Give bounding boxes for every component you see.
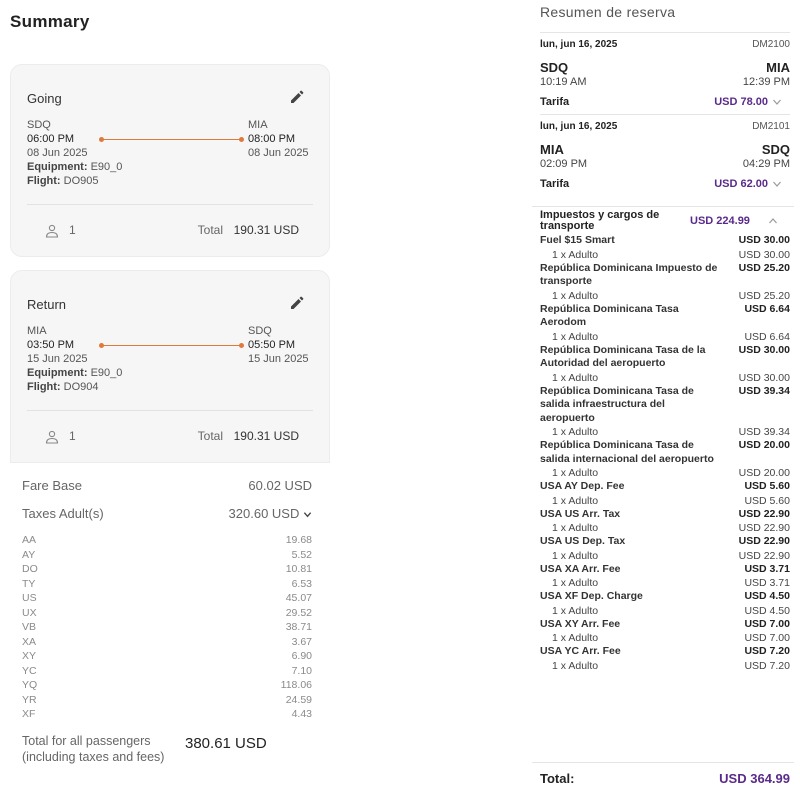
tax-row: TY 6.53 [22, 577, 312, 590]
route-dot [99, 343, 104, 348]
tax-item: USA US Dep. Tax USD 22.90 1 x Adulto USD 22.90 [540, 535, 790, 562]
return-title: Return [27, 297, 67, 312]
going-footer [27, 223, 313, 241]
departure-time: 02:09 PM [540, 158, 588, 170]
arrival-date: 15 Jun 2025 [248, 353, 309, 365]
grand-total-label: Total for all passengers (including taxes and fees) [22, 734, 165, 764]
tax-row: US 45.07 [22, 592, 312, 604]
summary-panel [0, 0, 340, 790]
fare-base-row [22, 478, 312, 506]
tax-row: XA 3.67 [22, 635, 312, 648]
flight-number: Flight: DO905 [27, 175, 99, 187]
fare-breakdown [22, 478, 312, 534]
total-label: Total: [540, 771, 575, 786]
fare-value: USD 78.00 [714, 96, 768, 108]
tax-item: USA AY Dep. Fee USD 5.60 1 x Adulto USD 5.60 [540, 480, 790, 507]
fare-base-label: Fare Base [22, 478, 82, 493]
tax-row: YR 24.59 [22, 693, 312, 706]
return-footer [27, 429, 313, 447]
going-title: Going [27, 91, 62, 106]
pencil-icon[interactable] [289, 89, 305, 105]
tax-item: República Dominicana Impuesto de transporte USD 25.20 1 x Adulto USD 25.20 [540, 261, 790, 302]
divider [27, 204, 313, 205]
origin-code: MIA [540, 142, 564, 157]
person-icon [45, 224, 59, 238]
departure-date: 08 Jun 2025 [27, 147, 88, 159]
arrival-time: 08:00 PM [248, 133, 296, 145]
segment-date: lun, jun 16, 2025 [540, 39, 618, 50]
destination-code: MIA [766, 60, 790, 75]
fare-label: Tarifa [540, 178, 570, 190]
tax-item: Fuel $15 Smart USD 30.00 1 x Adulto USD 30.00 [540, 234, 790, 261]
fare-toggle[interactable] [540, 178, 790, 198]
segment-flight-code: DM2101 [752, 121, 790, 132]
fare-label: Tarifa [540, 96, 570, 108]
fare-base-value: 60.02 USD [248, 478, 312, 493]
taxes-label: Taxes Adult(s) [22, 506, 104, 521]
tax-item: República Dominicana Tasa de la Autoridad del aeropuerto USD 30.00 1 x Adulto USD 30.00 [540, 343, 790, 384]
destination-code: SDQ [761, 142, 790, 157]
chevron-down-icon[interactable] [772, 179, 782, 189]
segment-date: lun, jun 16, 2025 [540, 121, 618, 132]
taxes-value: 320.60 USD [228, 506, 300, 521]
summary-title: Summary [10, 12, 90, 31]
total-label: Total [197, 429, 223, 443]
arrival-time: 12:39 PM [742, 76, 790, 88]
tax-item: USA US Arr. Tax USD 22.90 1 x Adulto USD 22.90 [540, 507, 790, 534]
arrival-time: 04:29 PM [742, 158, 790, 170]
tax-row: AY 5.52 [22, 548, 312, 561]
tax-item: República Dominicana Tasa Aerodom USD 6.64 1 x Adulto USD 6.64 [540, 302, 790, 343]
tax-row: VB 38.71 [22, 621, 312, 633]
arrival-time: 05:50 PM [248, 339, 296, 351]
route-line [101, 345, 241, 346]
equipment: Equipment: E90_0 [27, 367, 123, 379]
tax-row: XY 6.90 [22, 650, 312, 662]
route-dot [239, 137, 244, 142]
departure-date: 15 Jun 2025 [27, 353, 88, 365]
segment-flight-code: DM2100 [752, 39, 790, 50]
fare-toggle[interactable] [540, 96, 790, 116]
route-dot [99, 137, 104, 142]
origin-code: MIA [27, 325, 47, 337]
return-card [10, 270, 330, 463]
chevron-down-icon[interactable] [303, 510, 312, 519]
tax-row: YC 7.10 [22, 664, 312, 677]
tax-row: UX 29.52 [22, 606, 312, 619]
going-card [10, 64, 330, 257]
departure-time: 10:19 AM [540, 76, 587, 88]
tax-item: USA XF Dep. Charge USD 4.50 1 x Adulto USD 4.50 [540, 590, 790, 617]
taxes-toggle[interactable] [540, 210, 790, 234]
reservation-title: Resumen de reserva [540, 4, 676, 20]
taxes-label: Impuestos y cargos de transporte [540, 209, 660, 232]
segment-2 [540, 114, 790, 198]
chevron-down-icon[interactable] [772, 97, 782, 107]
tax-row: DO 10.81 [22, 563, 312, 575]
tax-row: YQ 118.06 [22, 679, 312, 691]
departure-time: 03:50 PM [27, 339, 75, 351]
tax-row: AA 19.68 [22, 534, 312, 546]
departure-time: 06:00 PM [27, 133, 75, 145]
arrival-date: 08 Jun 2025 [248, 147, 309, 159]
tax-item: USA YC Arr. Fee USD 7.20 1 x Adulto USD 7.20 [540, 645, 790, 672]
reservation-summary [532, 0, 794, 790]
taxes-total: USD 224.99 [690, 215, 750, 227]
person-icon [45, 430, 59, 444]
route-dot [239, 343, 244, 348]
grand-total-value: 380.61 USD [185, 735, 267, 752]
passenger-count: 1 [69, 223, 76, 237]
tax-item: USA XY Arr. Fee USD 7.00 1 x Adulto USD 7.00 [540, 617, 790, 644]
equipment: Equipment: E90_0 [27, 161, 123, 173]
divider [27, 410, 313, 411]
destination-code: MIA [248, 119, 268, 131]
total-value: 190.31 USD [233, 223, 299, 237]
taxes-toggle[interactable] [22, 506, 312, 534]
total-value: 190.31 USD [233, 429, 299, 443]
fare-value: USD 62.00 [714, 178, 768, 190]
destination-code: SDQ [248, 325, 272, 337]
tax-code-list [22, 534, 312, 723]
total-label: Total [197, 223, 223, 237]
tax-row: XF 4.43 [22, 708, 312, 720]
tax-item: República Dominicana Tasa de salida infraestructura del aeropuerto USD 39.34 1 x Adulto USD 39.34 [540, 384, 790, 438]
origin-code: SDQ [27, 119, 51, 131]
pencil-icon[interactable] [289, 295, 305, 311]
passenger-count: 1 [69, 429, 76, 443]
grand-total [22, 733, 312, 783]
taxes-section [532, 206, 794, 673]
tax-item: República Dominicana Tasa de salida internacional del aeropuerto USD 20.00 1 x Adulto USD 20.00 [540, 439, 790, 479]
origin-code: SDQ [540, 60, 569, 75]
total-value: USD 364.99 [719, 771, 790, 786]
reservation-total [532, 762, 794, 790]
tax-item: USA XA Arr. Fee USD 3.71 1 x Adulto USD 3.71 [540, 562, 790, 589]
route-line [101, 139, 241, 140]
chevron-up-icon[interactable] [768, 216, 778, 226]
flight-number: Flight: DO904 [27, 381, 99, 393]
segment-1 [540, 32, 790, 116]
